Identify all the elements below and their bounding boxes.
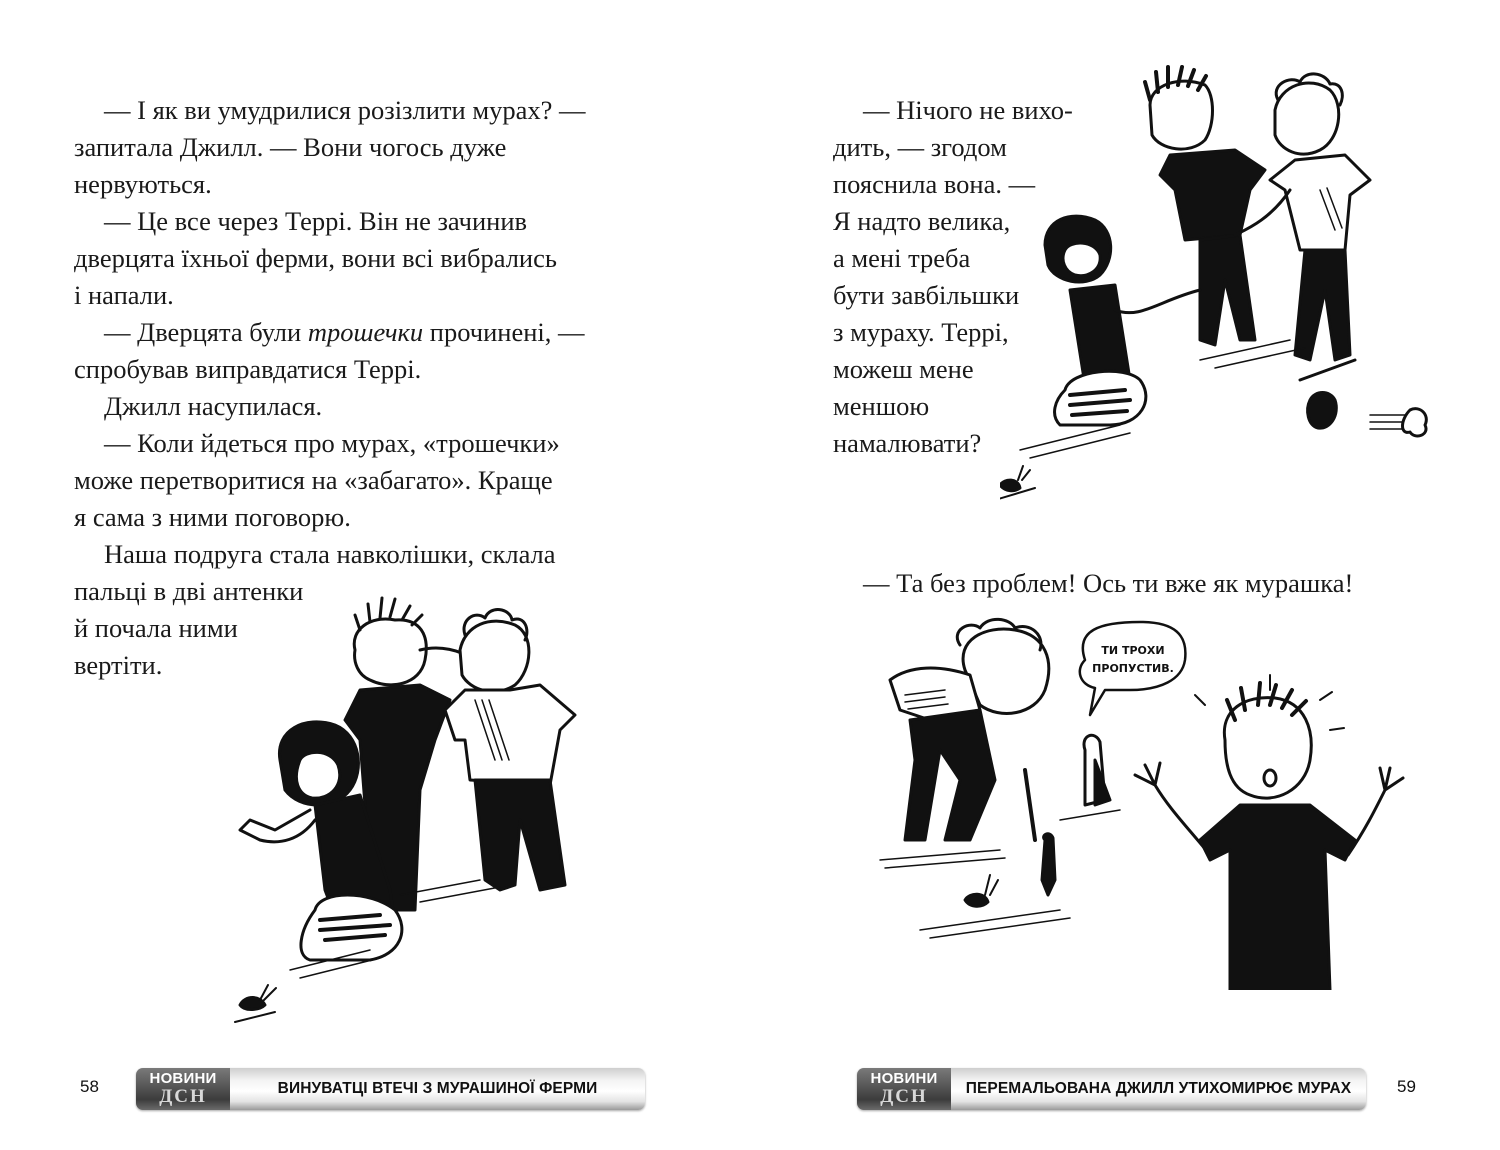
- girl-boys-drawing-icon: [1000, 60, 1450, 510]
- text-line: пояснила вона. —: [833, 169, 1036, 199]
- footer-headline: ВИНУВАТЦІ ВТЕЧІ З МУРАШИНОЇ ФЕРМИ: [277, 1080, 598, 1097]
- text-line: [74, 314, 634, 351]
- badge-label-news: НОВИНИ: [149, 1070, 217, 1087]
- text-line: з мураху. Террі,: [833, 317, 1009, 347]
- text-line: можеш мене: [833, 354, 974, 384]
- page-number-right: 59: [1397, 1077, 1416, 1096]
- text-line: меншою: [833, 391, 930, 421]
- text-line: Я надто велика,: [833, 206, 1011, 236]
- drawing-scene-icon: [870, 610, 1430, 990]
- speech-bubble-line-1: ТИ ТРОХИ: [1101, 644, 1165, 657]
- text-line: — Це все через Террі. Він не зачинив: [104, 206, 528, 236]
- illustration-drawing-tiny-girl: [870, 610, 1430, 990]
- text-line: Наша подруга стала навколішки, склала: [104, 539, 556, 569]
- badge-label-news: НОВИНИ: [870, 1070, 938, 1087]
- text-line: — І як ви умудрилися розізлити мурах? —: [104, 95, 586, 125]
- text-line: а мені треба: [833, 243, 971, 273]
- news-badge: [136, 1068, 230, 1110]
- text-line: спробував виправдатися Террі.: [74, 354, 422, 384]
- text-line: бути завбільшки: [833, 280, 1020, 310]
- badge-label-dsn: ДСН: [159, 1086, 207, 1107]
- badge-label-dsn: ДСН: [880, 1086, 928, 1107]
- text-normal: — Дверцята були: [104, 317, 308, 347]
- text-line: я сама з ними поговорю.: [74, 502, 351, 532]
- text-line: нервуються.: [74, 169, 212, 199]
- text-line: дить, — згодом: [833, 132, 1007, 162]
- text-line: запитала Джилл. — Вони чогось дуже: [74, 132, 507, 162]
- illustration-girl-and-boys: [1000, 60, 1450, 510]
- footer-banner-right: [857, 1068, 1366, 1110]
- text-line: може перетворитися на «забагато». Краще: [74, 465, 553, 495]
- text-normal: прочинені, —: [423, 317, 585, 347]
- text-line: дверцята їхньої ферми, вони всі вибрались: [74, 243, 557, 273]
- right-page: [750, 0, 1500, 1150]
- speech-bubble-line-2: ПРОПУСТИВ.: [1092, 662, 1174, 675]
- text-line: — Коли йдеться про мурах, «трошечки»: [104, 428, 560, 458]
- text-line: і напали.: [74, 280, 174, 310]
- text-line: — Нічого не вихо-: [863, 95, 1073, 125]
- news-badge: [857, 1068, 951, 1110]
- page-number-left: 58: [80, 1077, 99, 1096]
- right-page-text-middle: [863, 565, 1423, 602]
- text-line: — Та без проблем! Ось ти вже як мурашка!: [863, 568, 1354, 598]
- footer-headline: ПЕРЕМАЛЬОВАНА ДЖИЛЛ УТИХОМИРЮЄ МУРАХ: [965, 1080, 1352, 1097]
- text-italic: трошечки: [307, 317, 424, 347]
- text-line: вертіти.: [74, 650, 163, 680]
- text-line: намалювати?: [833, 428, 982, 458]
- text-line: Джилл насупилася.: [104, 391, 323, 421]
- kids-drawing-icon: [220, 590, 600, 1040]
- text-line: й почала ними: [74, 613, 238, 643]
- illustration-kids-with-ant: [220, 590, 600, 1040]
- text-line: пальці в дві антенки: [74, 576, 304, 606]
- footer-banner-left: [136, 1068, 645, 1110]
